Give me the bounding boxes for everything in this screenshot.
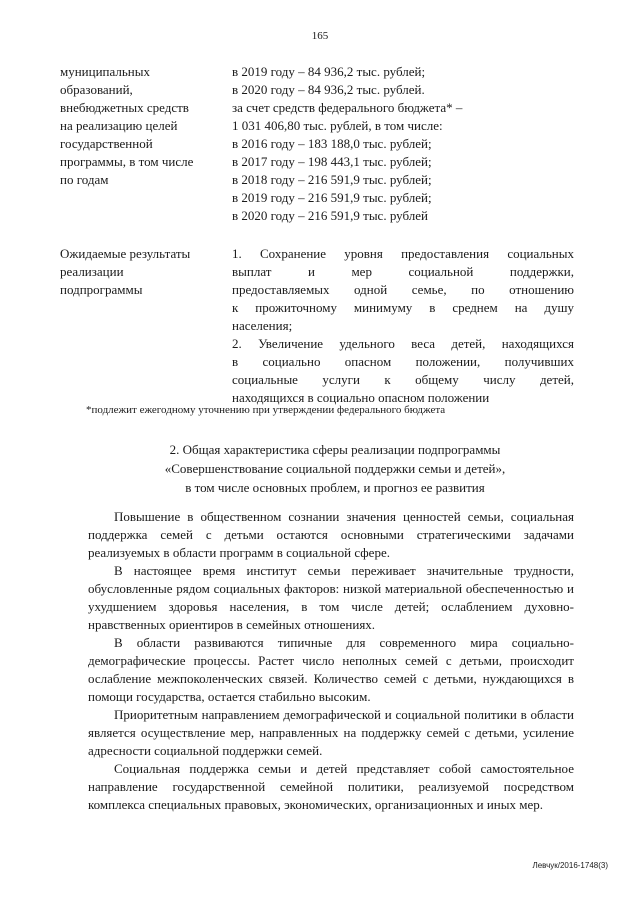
funding-line: в 2020 году – 84 936,2 тыс. рублей.: [232, 82, 425, 97]
results-line: 2. Увеличение удельного веса детей, находящихся: [232, 336, 574, 351]
body-text: [88, 508, 574, 814]
results-line: населения;: [232, 318, 293, 333]
funding-line: 1 031 406,80 тыс. рублей, в том числе:: [232, 118, 443, 133]
results-line: к прожиточному минимуму в среднем на душу: [232, 300, 574, 315]
results-line: находящихся в социально опасном положении: [232, 390, 490, 405]
results-line: в социально опасном положении, получивших: [232, 354, 574, 369]
funding-line: за счет средств федерального бюджета* –: [232, 100, 463, 115]
footnote: *подлежит ежегодному уточнению при утверждении федерального бюджета: [86, 404, 446, 416]
results-line: выплат и мер социальной поддержки,: [232, 264, 574, 279]
paragraph: Повышение в общественном сознании значения ценностей семьи, социальная поддержка семей с детьми остаются основными стратегическими задачами реализуемых в области программ в социальной сфере.: [88, 509, 574, 560]
funding-line: в 2019 году – 84 936,2 тыс. рублей;: [232, 64, 426, 79]
results-line: предоставляемых одной семье, по отношению: [232, 282, 574, 297]
results-label: [60, 245, 230, 299]
paragraph: В настоящее время институт семьи переживает значительные трудности, обусловленные рядом социальных факторов: низкой материальной обеспеченностью и ухудшением здоровья населения, в том числе детей; ослаблением духовно-нравственных ориентиров в семейных отношениях.: [88, 563, 574, 632]
funding-label-line: на реализацию целей: [60, 118, 178, 133]
section-heading-line: 2. Общая характеристика сферы реализации подпрограммы: [169, 442, 501, 457]
footer-note: Левчук/2016-1748(3): [532, 861, 608, 870]
results-label-line: Ожидаемые результаты: [60, 246, 191, 261]
funding-label-line: программы, в том числе: [60, 154, 194, 169]
paragraph: Приоритетным направлением демографической и социальной политики в области является осуществление мер, направленных на поддержку семей с детьми, усиление адресности социальной поддержки семей.: [88, 707, 574, 758]
results-label-line: подпрограммы: [60, 282, 143, 297]
results-values: [232, 245, 574, 407]
section-heading-line: в том числе основных проблем, и прогноз ее развития: [185, 480, 485, 495]
funding-line: в 2020 году – 216 591,9 тыс. рублей: [232, 208, 428, 223]
funding-line: в 2018 году – 216 591,9 тыс. рублей;: [232, 172, 432, 187]
funding-label-line: образований,: [60, 82, 133, 97]
results-line: социальные услуги к общему числу детей,: [232, 372, 574, 387]
results-line: 1. Сохранение уровня предоставления социальных: [232, 246, 574, 261]
results-label-line: реализации: [60, 264, 124, 279]
paragraph: Социальная поддержка семьи и детей представляет собой самостоятельное направление государственной семейной политики, реализуемой посредством комплекса специальных правовых, экономических, организационных и иных мер.: [88, 761, 574, 812]
paragraph: В области развиваются типичные для современного мира социально-демографические процессы. Растет число неполных семей с детьми, происходит ослабление межпоколенческих связей. Количество семей с детьми, нуждающихся в помощи государства, остается стабильно высоким.: [88, 635, 574, 704]
funding-label: [60, 63, 230, 189]
page-number: 165: [311, 30, 329, 42]
funding-line: в 2016 году – 183 188,0 тыс. рублей;: [232, 136, 432, 151]
funding-label-line: внебюджетных средств: [60, 100, 189, 115]
funding-line: в 2017 году – 198 443,1 тыс. рублей;: [232, 154, 432, 169]
section-heading-line: «Совершенствование социальной поддержки семьи и детей»,: [164, 461, 506, 476]
section-heading: [100, 440, 570, 497]
funding-label-line: государственной: [60, 136, 153, 151]
funding-line: в 2019 году – 216 591,9 тыс. рублей;: [232, 190, 432, 205]
funding-label-line: муниципальных: [60, 64, 151, 79]
funding-label-line: по годам: [60, 172, 109, 187]
funding-values: [232, 63, 574, 225]
